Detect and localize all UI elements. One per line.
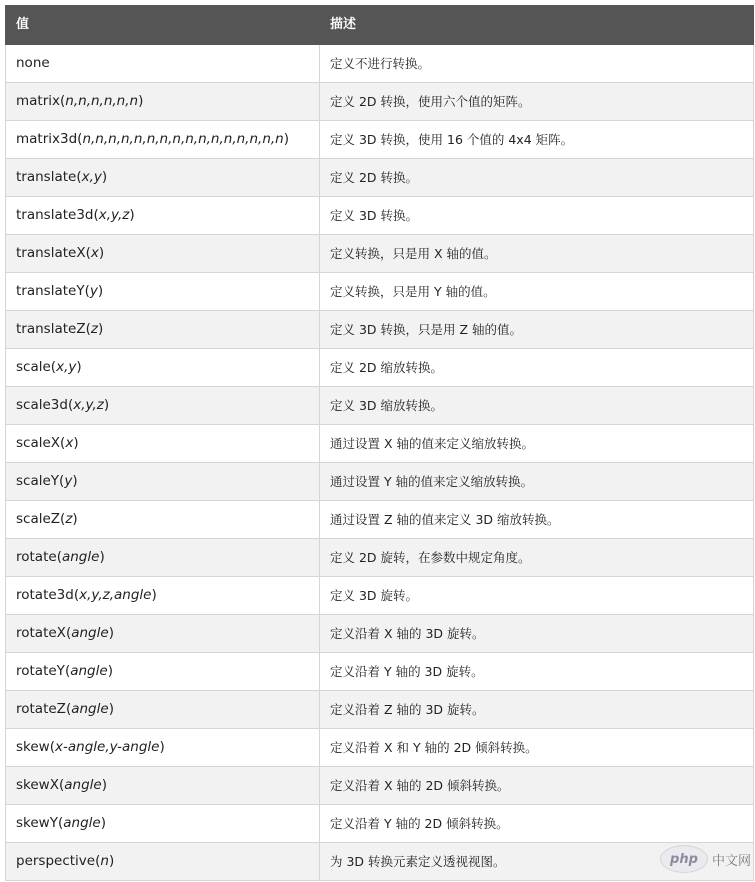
table-row — [6, 349, 754, 387]
close-paren: ) — [108, 625, 114, 641]
description-cell: 通过设置 X 轴的值来定义缩放转换。 — [320, 425, 754, 463]
close-paren: ) — [151, 587, 157, 603]
value-cell — [6, 45, 320, 83]
value-cell — [6, 311, 320, 349]
function-name: translate — [16, 169, 77, 185]
description-cell: 定义沿着 X 和 Y 轴的 2D 倾斜转换。 — [320, 729, 754, 767]
close-paren: ) — [97, 283, 104, 299]
close-paren: ) — [101, 777, 107, 793]
open-paren: ( — [65, 625, 72, 641]
table-row — [6, 501, 754, 539]
description-cell: 定义沿着 Z 轴的 3D 旋转。 — [320, 691, 754, 729]
open-paren: ( — [56, 549, 62, 565]
function-args: x,y,z,angle — [79, 587, 152, 603]
watermark-site-text: 中文网 — [711, 853, 751, 869]
close-paren: ) — [100, 815, 106, 831]
function-args: x,y — [81, 169, 102, 185]
column-header-description: 描述 — [320, 6, 754, 45]
description-cell: 定义转换，只是用 Y 轴的值。 — [320, 273, 754, 311]
site-watermark — [660, 844, 751, 874]
close-paren: ) — [97, 321, 104, 337]
close-paren: ) — [73, 435, 79, 451]
value-cell — [6, 691, 320, 729]
description-cell: 定义不进行转换。 — [320, 45, 754, 83]
function-args: n — [100, 853, 109, 869]
php-logo: php — [660, 845, 708, 873]
table-row — [6, 653, 754, 691]
function-args: angle — [61, 549, 100, 565]
close-paren: ) — [108, 701, 114, 717]
close-paren: ) — [72, 511, 78, 527]
function-name: matrix3d — [16, 131, 78, 147]
function-args: angle — [71, 701, 109, 717]
value-cell — [6, 235, 320, 273]
column-header-value: 值 — [6, 6, 320, 45]
open-paren: ( — [85, 245, 91, 261]
header-row — [6, 6, 754, 45]
function-args: y — [64, 473, 73, 489]
description-cell: 通过设置 Z 轴的值来定义 3D 缩放转换。 — [320, 501, 754, 539]
function-name: scaleZ — [16, 511, 61, 527]
value-cell — [6, 653, 320, 691]
value-cell — [6, 197, 320, 235]
table-row — [6, 159, 754, 197]
table-row — [6, 805, 754, 843]
function-args: n,n,n,n,n,n — [65, 93, 139, 109]
close-paren: ) — [103, 397, 110, 413]
open-paren: ( — [76, 169, 82, 185]
function-name: scale — [16, 359, 51, 375]
open-paren: ( — [95, 853, 101, 869]
close-paren: ) — [107, 663, 113, 679]
function-name: translateZ — [16, 321, 86, 337]
open-paren: ( — [60, 435, 66, 451]
table-row — [6, 729, 754, 767]
function-name: rotate3d — [16, 587, 74, 603]
table-row — [6, 463, 754, 501]
table-row — [6, 121, 754, 159]
function-name: translateX — [16, 245, 86, 261]
open-paren: ( — [77, 131, 83, 147]
table-row — [6, 235, 754, 273]
table-row — [6, 767, 754, 805]
table-header — [6, 6, 754, 45]
table-row — [6, 577, 754, 615]
function-args: z — [65, 511, 73, 527]
table-row — [6, 311, 754, 349]
table-row — [6, 45, 754, 83]
function-name: translateY — [16, 283, 85, 299]
open-paren: ( — [60, 93, 66, 109]
description-cell: 通过设置 Y 轴的值来定义缩放转换。 — [320, 463, 754, 501]
open-paren: ( — [57, 815, 64, 831]
value-cell — [6, 767, 320, 805]
close-paren: ) — [72, 473, 78, 489]
table-row — [6, 197, 754, 235]
description-cell: 为 3D 转换元素定义透视视图。 — [320, 843, 754, 881]
function-name: none — [16, 55, 50, 71]
function-name: rotateX — [16, 625, 66, 641]
close-paren: ) — [98, 245, 105, 261]
description-cell: 定义沿着 X 轴的 2D 倾斜转换。 — [320, 767, 754, 805]
description-cell: 定义 2D 缩放转换。 — [320, 349, 754, 387]
value-cell — [6, 539, 320, 577]
open-paren: ( — [60, 511, 66, 527]
function-name: scaleX — [16, 435, 61, 451]
description-cell: 定义沿着 Y 轴的 2D 倾斜转换。 — [320, 805, 754, 843]
function-args: x-angle,y-angle — [55, 739, 160, 755]
close-paren: ) — [283, 131, 290, 147]
close-paren: ) — [101, 169, 108, 185]
function-args: angle — [64, 777, 102, 793]
close-paren: ) — [108, 853, 115, 869]
function-args: y — [89, 283, 98, 299]
transform-functions-table — [5, 5, 754, 881]
function-name: matrix — [16, 93, 61, 109]
table-body — [6, 45, 754, 881]
table-row — [6, 83, 754, 121]
open-paren: ( — [58, 777, 65, 793]
value-cell — [6, 159, 320, 197]
value-cell — [6, 463, 320, 501]
open-paren: ( — [85, 321, 91, 337]
table-row — [6, 843, 754, 881]
close-paren: ) — [76, 359, 82, 375]
description-cell: 定义 3D 转换，使用 16 个值的 4x4 矩阵。 — [320, 121, 754, 159]
function-args: x,y — [56, 359, 77, 375]
function-args: angle — [63, 815, 101, 831]
value-cell — [6, 121, 320, 159]
description-cell: 定义 3D 旋转。 — [320, 577, 754, 615]
close-paren: ) — [159, 739, 165, 755]
function-args: x — [65, 435, 74, 451]
table-row — [6, 539, 754, 577]
table-row — [6, 273, 754, 311]
function-args: angle — [71, 625, 109, 641]
table-row — [6, 425, 754, 463]
description-cell: 定义 3D 转换，只是用 Z 轴的值。 — [320, 311, 754, 349]
description-cell: 定义 2D 转换，使用六个值的矩阵。 — [320, 83, 754, 121]
function-name: scaleY — [16, 473, 60, 489]
close-paren: ) — [99, 549, 105, 565]
value-cell — [6, 273, 320, 311]
function-name: skewY — [16, 815, 58, 831]
value-cell — [6, 349, 320, 387]
table-row — [6, 387, 754, 425]
close-paren: ) — [138, 93, 144, 109]
description-cell: 定义 2D 转换。 — [320, 159, 754, 197]
function-name: rotateY — [16, 663, 65, 679]
table-row — [6, 691, 754, 729]
open-paren: ( — [59, 473, 65, 489]
function-name: skew — [16, 739, 50, 755]
function-name: perspective — [16, 853, 96, 869]
description-cell: 定义 2D 旋转，在参数中规定角度。 — [320, 539, 754, 577]
description-cell: 定义 3D 转换。 — [320, 197, 754, 235]
description-cell: 定义转换，只是用 X 轴的值。 — [320, 235, 754, 273]
value-cell — [6, 615, 320, 653]
function-args: x,y,z — [73, 397, 104, 413]
open-paren: ( — [49, 739, 55, 755]
function-args: angle — [70, 663, 108, 679]
open-paren: ( — [67, 397, 74, 413]
function-args: n,n,n,n,n,n,n,n,n,n,n,n,n,n,n,n — [82, 131, 284, 147]
function-args: x,y,z — [98, 207, 130, 223]
open-paren: ( — [93, 207, 99, 223]
function-name: rotateZ — [16, 701, 66, 717]
open-paren: ( — [73, 587, 80, 603]
function-name: skewX — [16, 777, 59, 793]
value-cell — [6, 83, 320, 121]
function-name: rotate — [16, 549, 57, 565]
close-paren: ) — [129, 207, 135, 223]
value-cell — [6, 577, 320, 615]
value-cell — [6, 425, 320, 463]
table-row — [6, 615, 754, 653]
function-args: z — [90, 321, 98, 337]
function-name: translate3d — [16, 207, 94, 223]
description-cell: 定义沿着 X 轴的 3D 旋转。 — [320, 615, 754, 653]
open-paren: ( — [64, 663, 71, 679]
value-cell — [6, 729, 320, 767]
open-paren: ( — [50, 359, 57, 375]
value-cell — [6, 805, 320, 843]
description-cell: 定义 3D 缩放转换。 — [320, 387, 754, 425]
function-args: x — [90, 245, 99, 261]
open-paren: ( — [65, 701, 72, 717]
function-name: scale3d — [16, 397, 68, 413]
value-cell — [6, 843, 320, 881]
value-cell — [6, 501, 320, 539]
description-cell: 定义沿着 Y 轴的 3D 旋转。 — [320, 653, 754, 691]
open-paren: ( — [84, 283, 90, 299]
value-cell — [6, 387, 320, 425]
